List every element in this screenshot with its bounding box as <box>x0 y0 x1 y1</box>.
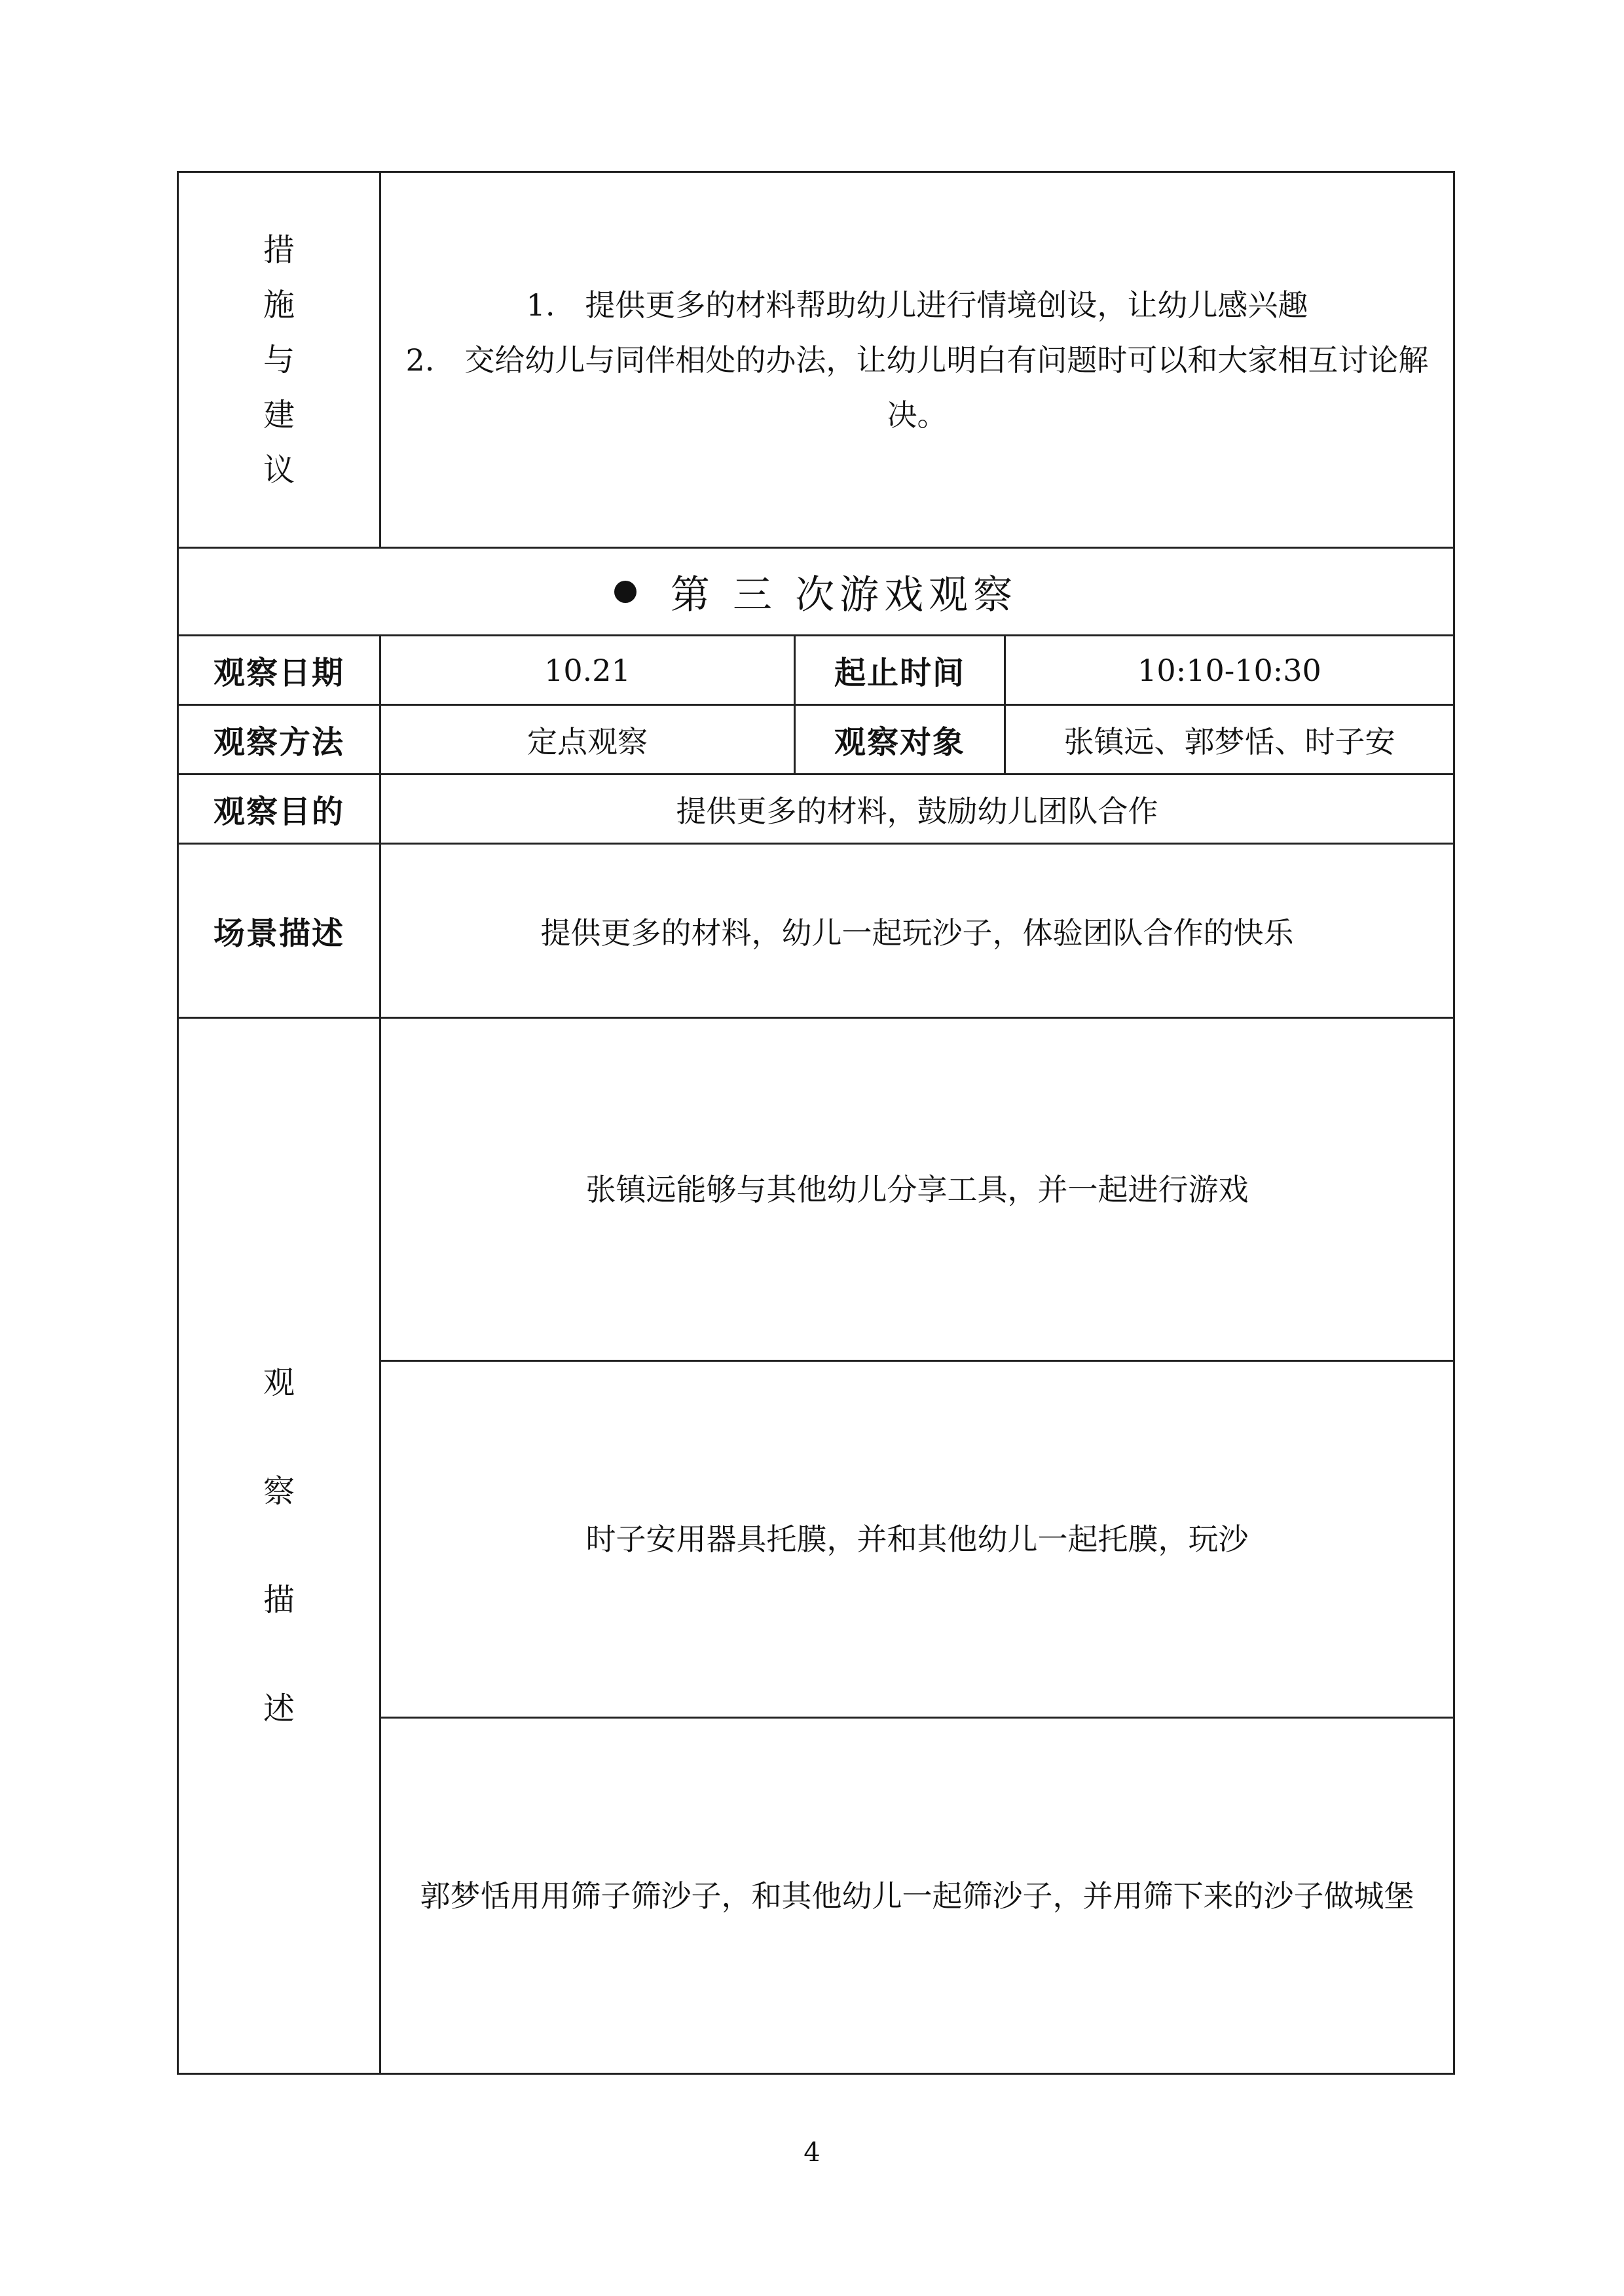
bullet-icon <box>614 581 637 603</box>
measures-label <box>263 223 295 498</box>
measures-label-char: 建 <box>263 396 295 433</box>
time-value: 10:10-10:30 <box>1137 652 1321 688</box>
observation-label-char: 述 <box>263 1690 295 1727</box>
scene-row <box>179 843 1453 1017</box>
measure-item-1: 1. 提供更多的材料帮助幼儿进行情境创设，让幼儿感兴趣 <box>526 287 1308 323</box>
measures-label-char: 施 <box>263 286 295 323</box>
date-label: 观察日期 <box>213 655 344 691</box>
observation-entry-2 <box>381 1362 1453 1717</box>
method-value: 定点观察 <box>527 723 648 759</box>
purpose-row <box>179 773 1453 843</box>
target-value: 张镇远、郭梦恬、时子安 <box>1063 723 1395 759</box>
observation-entry-3 <box>381 1719 1453 2073</box>
observation-table <box>177 171 1455 2075</box>
time-label: 起止时间 <box>834 655 965 691</box>
measure-item-2: 2. 交给幼儿与同伴相处的办法，让幼儿明白有问题时可以和大家相互讨论解决。 <box>405 342 1429 433</box>
method-target-row <box>179 704 1453 773</box>
observation-label-char: 察 <box>263 1473 295 1510</box>
observation-entry-1 <box>381 1019 1453 1360</box>
observation-entry-text: 张镇远能够与其他幼儿分享工具，并一起进行游戏 <box>585 1171 1249 1207</box>
date-time-row <box>179 634 1453 704</box>
observation-entry-text: 郭梦恬用用筛子筛沙子，和其他幼儿一起筛沙子，并用筛下来的沙子做城堡 <box>420 1878 1414 1914</box>
measures-label-char: 议 <box>263 451 295 488</box>
scene-value: 提供更多的材料，幼儿一起玩沙子，体验团队合作的快乐 <box>540 915 1294 951</box>
section-title <box>179 549 1453 634</box>
purpose-label: 观察目的 <box>213 793 344 830</box>
observation-row <box>179 1017 1453 2073</box>
section-title-text: 第 三 次游戏观察 <box>670 572 1018 618</box>
method-label: 观察方法 <box>213 724 344 761</box>
measures-row <box>179 173 1453 547</box>
purpose-value: 提供更多的材料，鼓励幼儿团队合作 <box>676 793 1158 829</box>
observation-entry-text: 时子安用器具托膜，并和其他幼儿一起托膜，玩沙 <box>585 1522 1249 1557</box>
measures-label-cell <box>179 173 379 547</box>
date-value: 10.21 <box>544 652 631 688</box>
observation-label <box>263 1328 295 1763</box>
page-number: 4 <box>803 2138 821 2168</box>
observation-label-char: 描 <box>263 1582 295 1618</box>
measures-label-char: 措 <box>263 231 295 268</box>
observation-label-char: 观 <box>263 1364 295 1401</box>
measures-label-char: 与 <box>263 341 295 378</box>
observation-label-cell <box>179 1019 379 2073</box>
target-label: 观察对象 <box>834 724 965 761</box>
section-title-row <box>179 547 1453 634</box>
scene-label: 场景描述 <box>213 915 344 952</box>
measures-content <box>381 173 1453 547</box>
